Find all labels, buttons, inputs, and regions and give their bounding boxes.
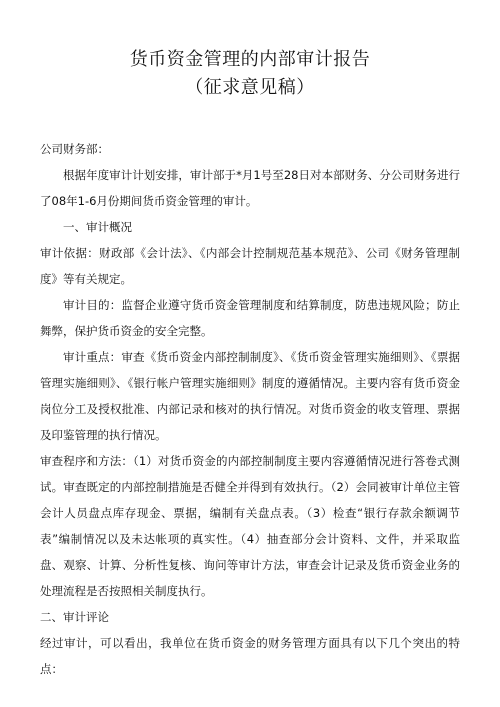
section-heading-overview: 一、审计概况 <box>63 220 132 234</box>
document-title: 货币资金管理的内部审计报告 <box>129 49 371 70</box>
document-subtitle: （征求意见稿） <box>185 77 315 98</box>
paragraph-audit-basis: 审计依据：财政部《会计法》、《内部会计控制规范基本规范》、公司《财务管理制度》等有关规定。 <box>40 246 460 286</box>
paragraph-intro: 根据年度审计计划安排，审计部于*月1号至28日对本部财务、分公司财务进行了08年1-6月份期间货币资金管理的审计。 <box>40 168 460 208</box>
paragraph-review-intro: 经过审计，可以看出，我单位在货币资金的财务管理方面具有以下几个突出的特点： <box>40 636 460 676</box>
paragraph-audit-purpose: 审计目的：监督企业遵守货币资金管理制度和结算制度，防患违规风险；防止舞弊，保护货币资金的安全完整。 <box>40 298 460 338</box>
addressee: 公司财务部： <box>40 142 109 156</box>
document-body <box>40 136 460 682</box>
section-heading-review: 二、审计评论 <box>40 610 109 624</box>
paragraph-audit-procedure: 审查程序和方法：（1）对货币资金的内部控制制度主要内容遵循情况进行答卷式测试。审查既定的内部控制措施是否健全并得到有效执行。（2）会同被审计单位主管会计人员盘点库存现金、票据，编制有关盘点表。（3）检查“银行存款余额调节表”编制情况以及未达帐项的真实性。（4）抽查部分会计资料、文件，并采取监盘、观察、计算、分析性复核、询问等审计方法，审查会计记录及货币资金业务的处理流程是否按照相关制度执行。 <box>40 454 460 598</box>
paragraph-audit-focus: 审计重点：审查《货币资金内部控制制度》、《货币资金管理实施细则》、《票据管理实施细则》、《银行帐户管理实施细则》制度的遵循情况。主要内容有货币资金岗位分工及授权批准、内部记录和核对的执行情况。对货币资金的收支管理、票据及印鉴管理的执行情况。 <box>40 350 460 442</box>
